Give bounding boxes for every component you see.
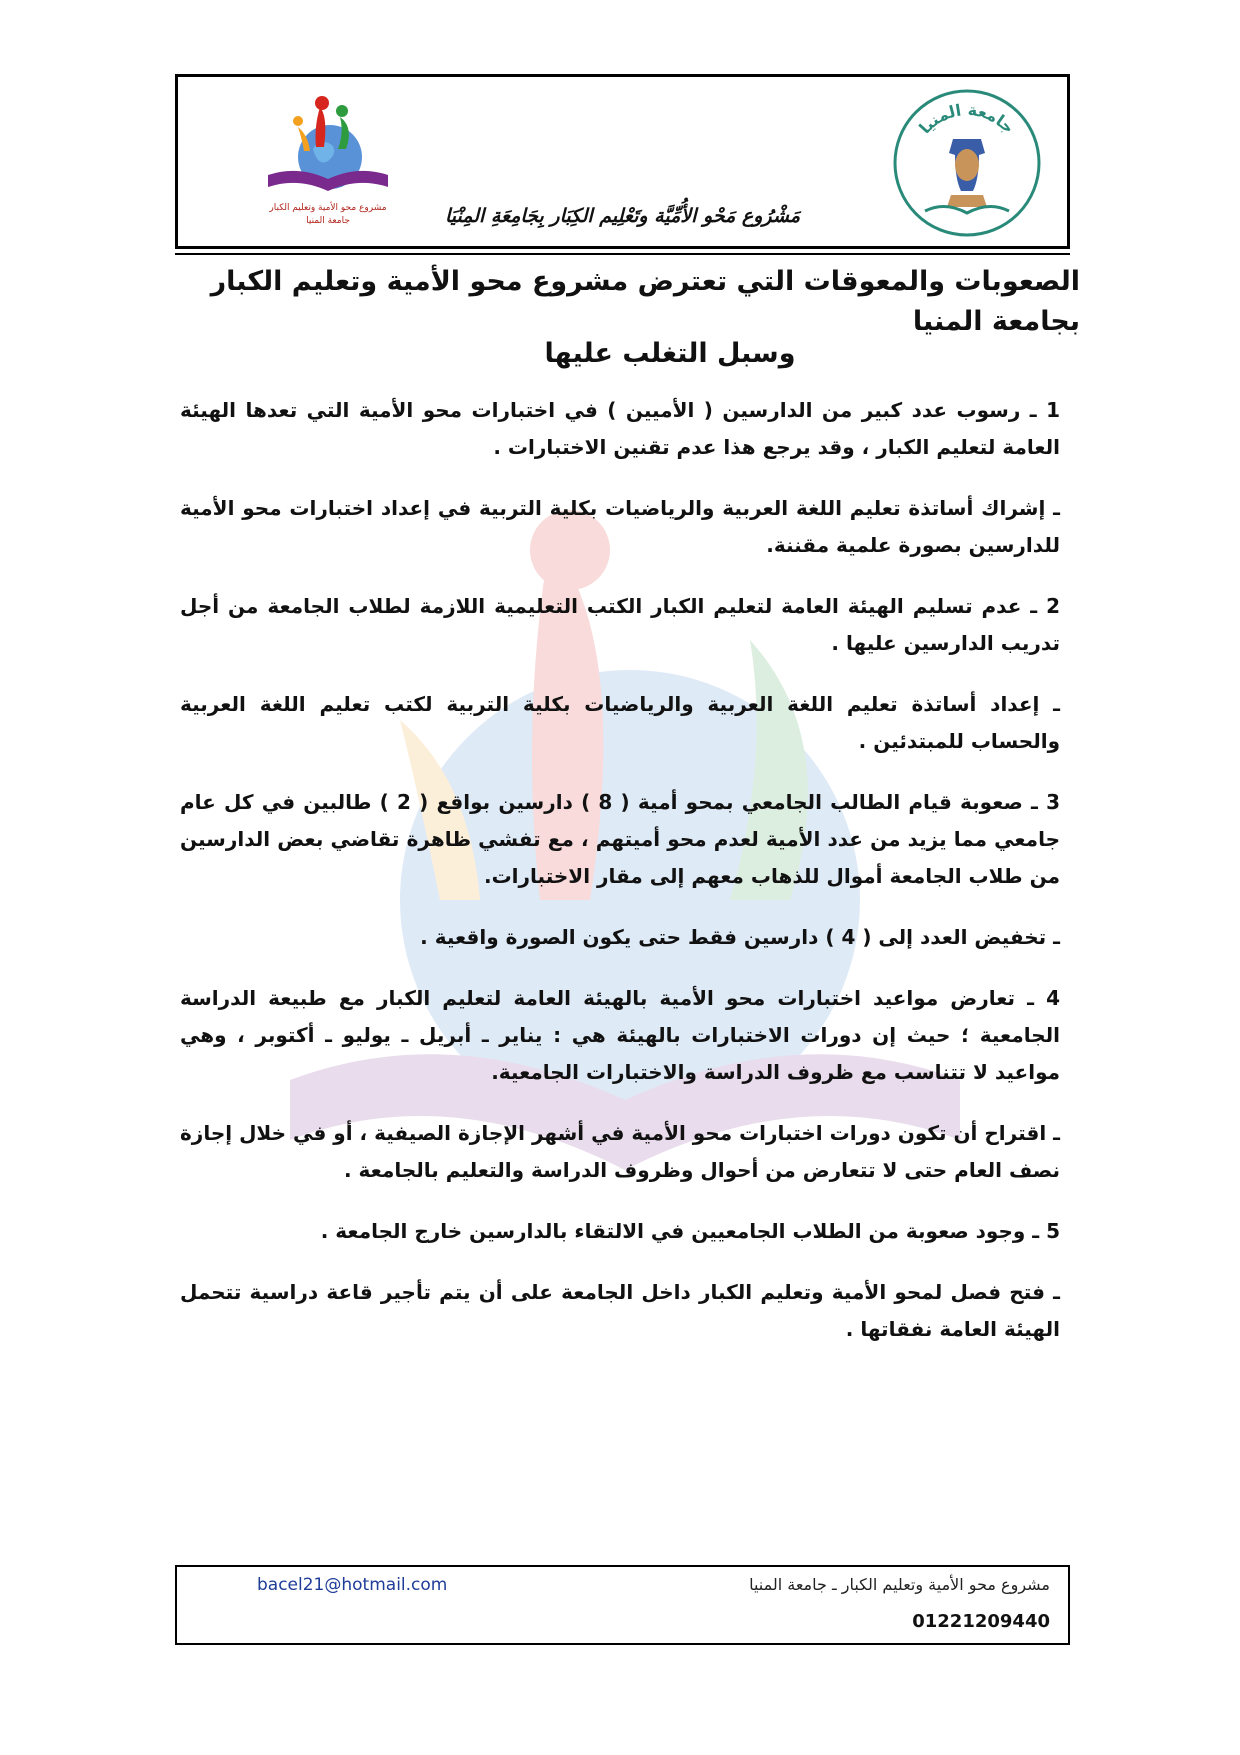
logo-caption-line2: جامعة المنيا: [306, 216, 350, 226]
minia-university-seal-icon: [887, 83, 1047, 243]
paragraph-9: 5 ـ وجود صعوبة من الطلاب الجامعيين في الالتقاء بالدارسين خارج الجامعة .: [320, 1219, 1060, 1243]
literacy-project-logo-icon: [258, 87, 398, 202]
header-slogan: مَشْرُوع مَحْو الأُمِّيَّة وتَعْلِيم الكِبَار بِجَامِعَةِ المِنْيَا: [444, 205, 801, 227]
paragraph-3: 2 ـ عدم تسليم الهيئة العامة لتعليم الكبار الكتب التعليمية اللازمة لطلاب الجامعة من أجل تدريب الدارسين عليها .: [180, 594, 1060, 655]
paragraph-1: 1 ـ رسوب عدد كبير من الدارسين ( الأميين ) في اختبارات محو الأمية التي تعدها الهيئة العامة لتعليم الكبار ، وقد يرجع هذا عدم تقنين الاختبارات .: [180, 398, 1060, 459]
paragraph-2: ـ إشراك أساتذة تعليم اللغة العربية والرياضيات بكلية التربية في إعداد اختبارات محو الأمية للدارسين بصورة علمية مقننة.: [180, 496, 1060, 557]
paragraph-10: ـ فتح فصل لمحو الأمية وتعليم الكبار داخل الجامعة على أن يتم تأجير قاعة دراسية تتحمل الهيئة العامة نفقاتها .: [180, 1280, 1060, 1341]
footer-email-link[interactable]: bacel21@hotmail.com: [257, 1575, 448, 1595]
paragraph-7: 4 ـ تعارض مواعيد اختبارات محو الأمية بالهيئة العامة لتعليم الكبار مع طبيعة الدراسة الجامعية ؛ حيث إن دورات الاختبارات بالهيئة هي : يناير ـ أبريل ـ يوليو ـ أكتوبر ، وهي مواعيد لا تتناسب مع ظروف الدراسة والاختبارات الجامعية.: [180, 986, 1060, 1084]
paragraph-8: ـ اقتراح أن تكون دورات اختبارات محو الأمية في أشهر الإجازة الصيفية ، أو في خلال إجازة نصف العام حتى لا تتعارض من أحوال وظروف الدراسة والتعليم بالجامعة .: [180, 1121, 1060, 1182]
header-frame: [175, 74, 1070, 249]
paragraph-6: ـ تخفيض العدد إلى ( 4 ) دارسين فقط حتى يكون الصورة واقعية .: [420, 925, 1060, 949]
paragraph-4: ـ إعداد أساتذة تعليم اللغة العربية والرياضيات بكلية التربية لكتب تعليم اللغة العربية والحساب للمبتدئين .: [180, 692, 1060, 753]
paragraph-5: 3 ـ صعوبة قيام الطالب الجامعي بمحو أمية ( 8 ) دارسين بواقع ( 2 ) طالبين في كل عام جامعي مما يزيد من عدد الأمية لعدم محو أميتهم ، مع تفشي ظاهرة تقاضي بعض الدارسين من طلاب الجامعة أموال للذهاب معهم إلى مقار الاختبارات.: [180, 790, 1061, 888]
logo-caption-line1: مشروع محو الأمية وتعليم الكبار: [269, 203, 387, 213]
seal-text: جامعة المنيا: [915, 100, 1019, 138]
document-body: [180, 392, 1060, 1372]
document-title: الصعوبات والمعوقات التي تعترض مشروع محو الأمية وتعليم الكبار بجامعة المنيا: [210, 266, 1080, 337]
header-rule: [175, 253, 1070, 255]
footer: [175, 1565, 1070, 1645]
svg-text:جامعة المنيا: [915, 100, 1018, 137]
document-subtitle: وسبل التغلب عليها: [544, 338, 796, 369]
footer-project-name: مشروع محو الأمية وتعليم الكبار ـ جامعة المنيا: [749, 1575, 1050, 1594]
footer-phone: 01221209440: [912, 1611, 1050, 1632]
minia-university-seal: [887, 83, 1047, 243]
